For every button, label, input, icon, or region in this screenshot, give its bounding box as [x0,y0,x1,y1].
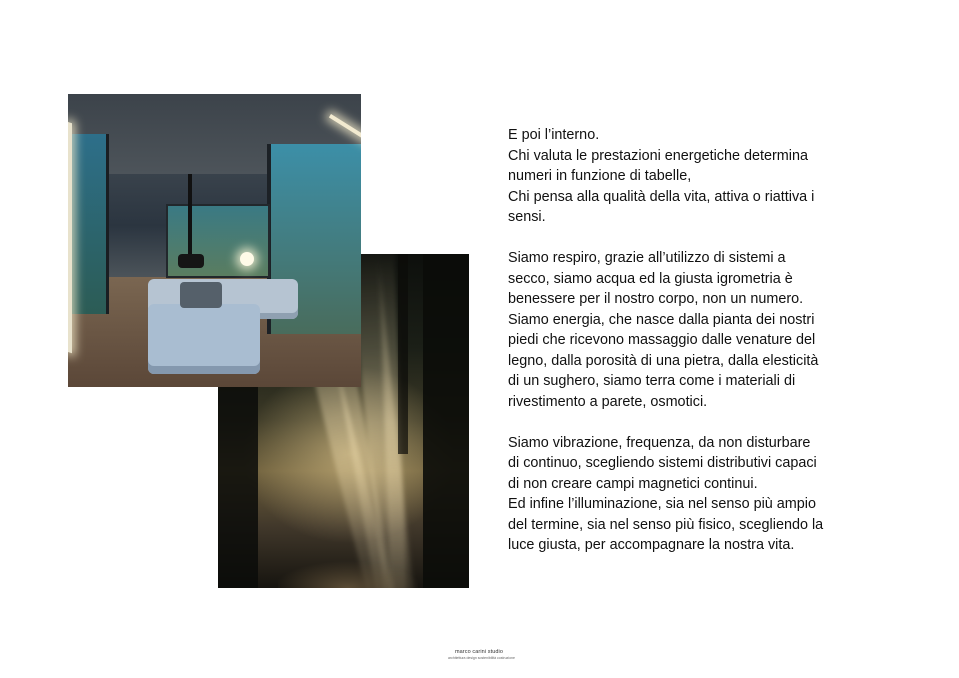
text-line: del termine, sia nel senso più fisico, scegliendo la [508,516,824,533]
text-line: piedi che ricevono massaggio dalle venature del [508,332,816,348]
body-text [508,125,868,556]
text-line: Siamo energia, che nasce dalla pianta dei nostri [508,311,815,328]
text-line: numeri in funzione di tabelle, [508,168,692,184]
text-line: benessere per il nostro corpo, non un numero. [508,291,804,307]
text-line: di un sughero, siamo terra come i materiali di [508,373,796,389]
text-line: rivestimento a parete, osmotici. [508,393,708,410]
text-line: Chi valuta le prestazioni energetiche determina [508,147,808,164]
paragraph-2 [508,248,868,412]
text-line: di continuo, scegliendo sistemi distributivi capaci [508,455,817,471]
paragraph-1 [508,125,868,228]
studio-logo [448,649,515,660]
text-line: secco, siamo acqua ed la giusta igrometria è [508,270,793,287]
text-line: Siamo vibrazione, frequenza, da non disturbare [508,434,811,451]
text-line: sensi. [508,209,546,225]
studio-tagline: architettura design sostenibilità costruzione [448,656,515,660]
text-line: Chi pensa alla qualità della vita, attiva o riattiva i [508,188,815,205]
text-line: legno, dalla porosità di una pietra, dalla elesticità [508,352,819,369]
text-line: di non creare campi magnetici continui. [508,475,758,492]
paragraph-3 [508,433,868,556]
text-line: luce giusta, per accompagnare la nostra vita. [508,537,795,553]
text-line: Ed infine l’illuminazione, sia nel senso più ampio [508,496,816,512]
text-line: Siamo respiro, grazie all’utilizzo di sistemi a [508,250,786,266]
text-line: E poi l’interno. [508,127,600,143]
studio-name: marco carini studio [454,649,504,655]
interior-living-room-image [68,94,361,387]
